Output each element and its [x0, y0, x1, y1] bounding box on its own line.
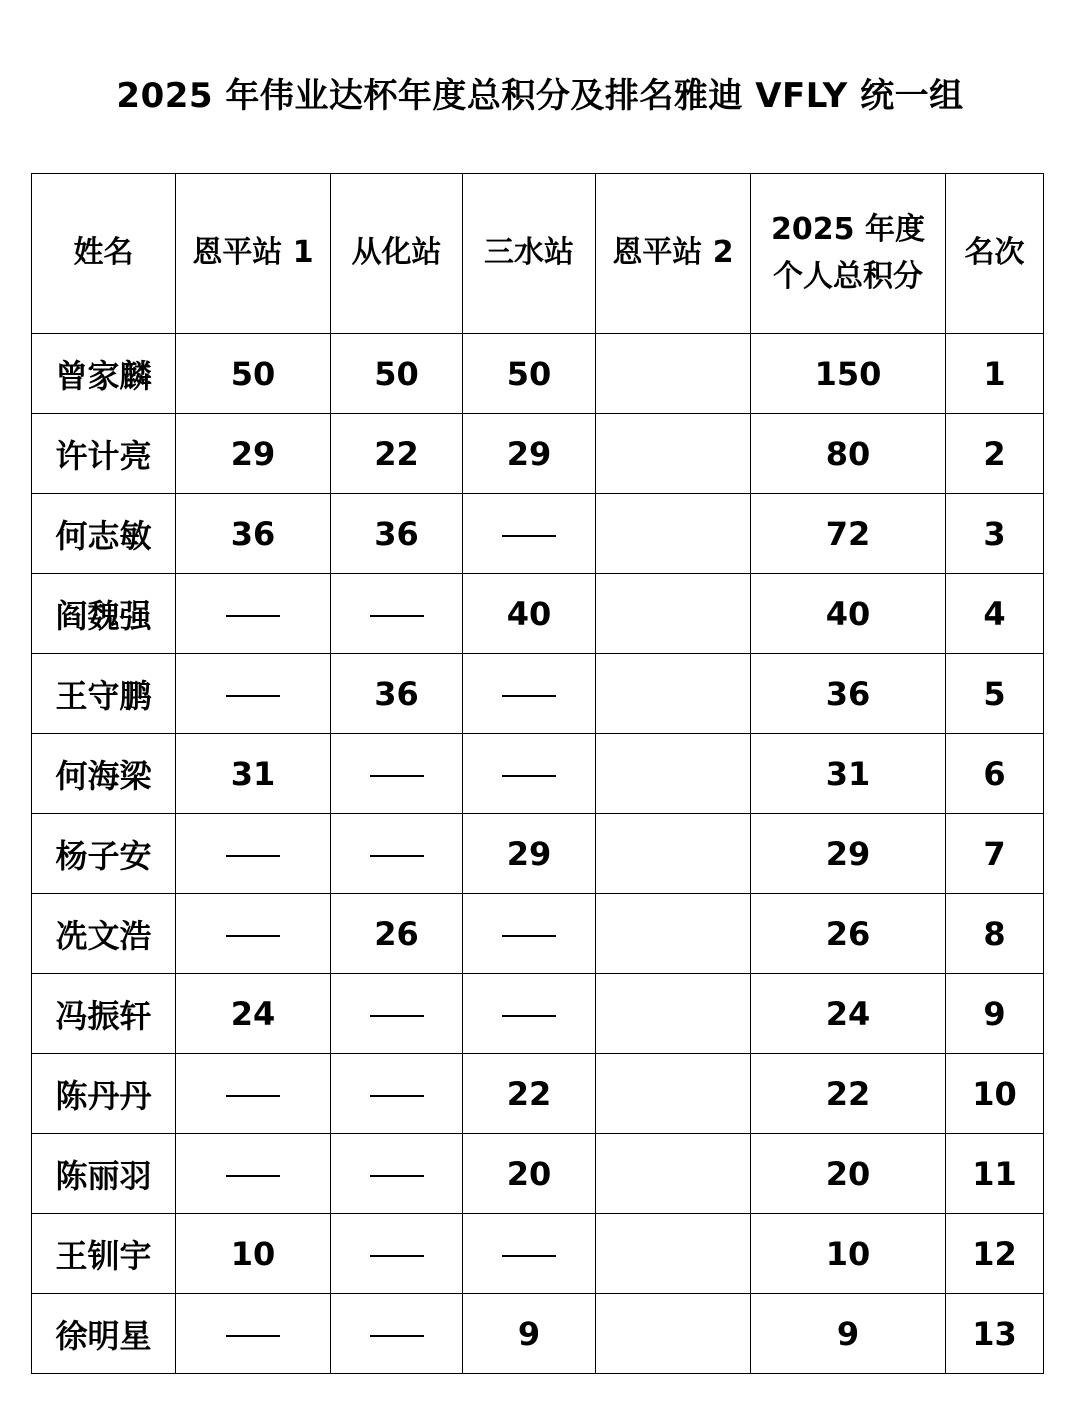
cell-station-2-dash	[331, 574, 463, 654]
table-row	[32, 574, 1044, 654]
cell-station-2: 26	[331, 894, 463, 974]
cell-station-3-dash	[463, 734, 596, 814]
dash-mark	[370, 1175, 424, 1177]
cell-station-2-dash	[331, 1134, 463, 1214]
cell-rank: 8	[946, 894, 1044, 974]
dash-mark	[370, 615, 424, 617]
cell-station-4	[596, 574, 751, 654]
dash-mark	[370, 775, 424, 777]
cell-name: 何志敏	[32, 494, 176, 574]
cell-rank: 5	[946, 654, 1044, 734]
cell-name: 徐明星	[32, 1294, 176, 1374]
cell-station-3: 20	[463, 1134, 596, 1214]
cell-station-3-dash	[463, 1214, 596, 1294]
cell-total: 10	[751, 1214, 946, 1294]
cell-name: 王守鹏	[32, 654, 176, 734]
dash-mark	[370, 1335, 424, 1337]
cell-station-2: 36	[331, 654, 463, 734]
cell-rank: 12	[946, 1214, 1044, 1294]
header-total	[751, 174, 946, 334]
cell-station-1: 31	[176, 734, 331, 814]
table-row	[32, 814, 1044, 894]
cell-rank: 10	[946, 1054, 1044, 1134]
cell-station-2-dash	[331, 814, 463, 894]
table-row	[32, 494, 1044, 574]
cell-station-3-dash	[463, 654, 596, 734]
cell-station-3: 40	[463, 574, 596, 654]
cell-rank: 6	[946, 734, 1044, 814]
cell-total: 72	[751, 494, 946, 574]
dash-mark	[370, 1095, 424, 1097]
page-title: 2025 年伟业达杯年度总积分及排名雅迪 VFLY 统一组	[116, 76, 964, 116]
cell-station-1: 36	[176, 494, 331, 574]
cell-total: 31	[751, 734, 946, 814]
cell-station-4	[596, 494, 751, 574]
cell-name: 王钏宇	[32, 1214, 176, 1294]
table-row	[32, 1054, 1044, 1134]
cell-station-4	[596, 734, 751, 814]
cell-station-4	[596, 1054, 751, 1134]
score-table	[31, 173, 1044, 1374]
table-row	[32, 1134, 1044, 1214]
cell-station-3-dash	[463, 974, 596, 1054]
cell-station-4	[596, 1134, 751, 1214]
cell-name: 杨子安	[32, 814, 176, 894]
cell-name: 何海梁	[32, 734, 176, 814]
cell-rank: 4	[946, 574, 1044, 654]
cell-station-2-dash	[331, 974, 463, 1054]
dash-mark	[226, 1335, 280, 1337]
cell-rank: 13	[946, 1294, 1044, 1374]
cell-station-3-dash	[463, 894, 596, 974]
cell-rank: 3	[946, 494, 1044, 574]
cell-station-3: 9	[463, 1294, 596, 1374]
cell-name: 冯振轩	[32, 974, 176, 1054]
cell-total: 22	[751, 1054, 946, 1134]
cell-station-4	[596, 1294, 751, 1374]
cell-station-4	[596, 814, 751, 894]
cell-total: 29	[751, 814, 946, 894]
cell-station-3: 50	[463, 334, 596, 414]
header-station-4: 恩平站 2	[596, 174, 751, 334]
dash-mark	[226, 695, 280, 697]
header-name: 姓名	[32, 174, 176, 334]
cell-station-1: 10	[176, 1214, 331, 1294]
dash-mark	[370, 855, 424, 857]
cell-rank: 2	[946, 414, 1044, 494]
table-body	[32, 334, 1044, 1374]
cell-station-1-dash	[176, 654, 331, 734]
header-rank: 名次	[946, 174, 1044, 334]
cell-station-1-dash	[176, 1134, 331, 1214]
cell-station-1-dash	[176, 1054, 331, 1134]
dash-mark	[502, 1255, 556, 1257]
cell-total: 80	[751, 414, 946, 494]
cell-total: 24	[751, 974, 946, 1054]
cell-station-2-dash	[331, 1054, 463, 1134]
cell-name: 曾家麟	[32, 334, 176, 414]
table-row	[32, 414, 1044, 494]
dash-mark	[226, 855, 280, 857]
cell-station-1: 50	[176, 334, 331, 414]
header-station-1: 恩平站 1	[176, 174, 331, 334]
cell-name: 陈丽羽	[32, 1134, 176, 1214]
cell-station-1-dash	[176, 894, 331, 974]
cell-station-2: 36	[331, 494, 463, 574]
cell-station-3: 22	[463, 1054, 596, 1134]
cell-rank: 7	[946, 814, 1044, 894]
table-row	[32, 334, 1044, 414]
cell-station-2: 22	[331, 414, 463, 494]
cell-total: 150	[751, 334, 946, 414]
dash-mark	[502, 695, 556, 697]
table-row	[32, 654, 1044, 734]
cell-station-3: 29	[463, 414, 596, 494]
cell-station-4	[596, 654, 751, 734]
table-row	[32, 1294, 1044, 1374]
header-total-line2: 个人总积分	[773, 258, 923, 294]
cell-name: 许计亮	[32, 414, 176, 494]
header-station-3: 三水站	[463, 174, 596, 334]
cell-rank: 9	[946, 974, 1044, 1054]
dash-mark	[370, 1015, 424, 1017]
cell-station-2: 50	[331, 334, 463, 414]
cell-station-4	[596, 334, 751, 414]
cell-name: 陈丹丹	[32, 1054, 176, 1134]
cell-total: 36	[751, 654, 946, 734]
table-row	[32, 1214, 1044, 1294]
dash-mark	[226, 615, 280, 617]
header-total-line1: 2025 年度	[771, 212, 925, 247]
header-station-2: 从化站	[331, 174, 463, 334]
cell-station-3: 29	[463, 814, 596, 894]
cell-station-4	[596, 974, 751, 1054]
cell-station-4	[596, 894, 751, 974]
dash-mark	[370, 1255, 424, 1257]
dash-mark	[502, 1015, 556, 1017]
dash-mark	[502, 775, 556, 777]
cell-total: 26	[751, 894, 946, 974]
cell-station-2-dash	[331, 734, 463, 814]
cell-station-3-dash	[463, 494, 596, 574]
cell-station-1-dash	[176, 574, 331, 654]
dash-mark	[502, 935, 556, 937]
cell-rank: 1	[946, 334, 1044, 414]
cell-total: 9	[751, 1294, 946, 1374]
dash-mark	[502, 535, 556, 537]
cell-rank: 11	[946, 1134, 1044, 1214]
cell-station-1: 29	[176, 414, 331, 494]
cell-station-2-dash	[331, 1294, 463, 1374]
cell-name: 阎魏强	[32, 574, 176, 654]
cell-station-4	[596, 1214, 751, 1294]
cell-name: 冼文浩	[32, 894, 176, 974]
cell-station-1: 24	[176, 974, 331, 1054]
cell-station-4	[596, 414, 751, 494]
dash-mark	[226, 1095, 280, 1097]
dash-mark	[226, 935, 280, 937]
cell-total: 40	[751, 574, 946, 654]
table-row	[32, 974, 1044, 1054]
cell-total: 20	[751, 1134, 946, 1214]
table-header-row	[32, 174, 1044, 334]
dash-mark	[226, 1175, 280, 1177]
cell-station-1-dash	[176, 1294, 331, 1374]
cell-station-1-dash	[176, 814, 331, 894]
table-row	[32, 894, 1044, 974]
table-row	[32, 734, 1044, 814]
cell-station-2-dash	[331, 1214, 463, 1294]
